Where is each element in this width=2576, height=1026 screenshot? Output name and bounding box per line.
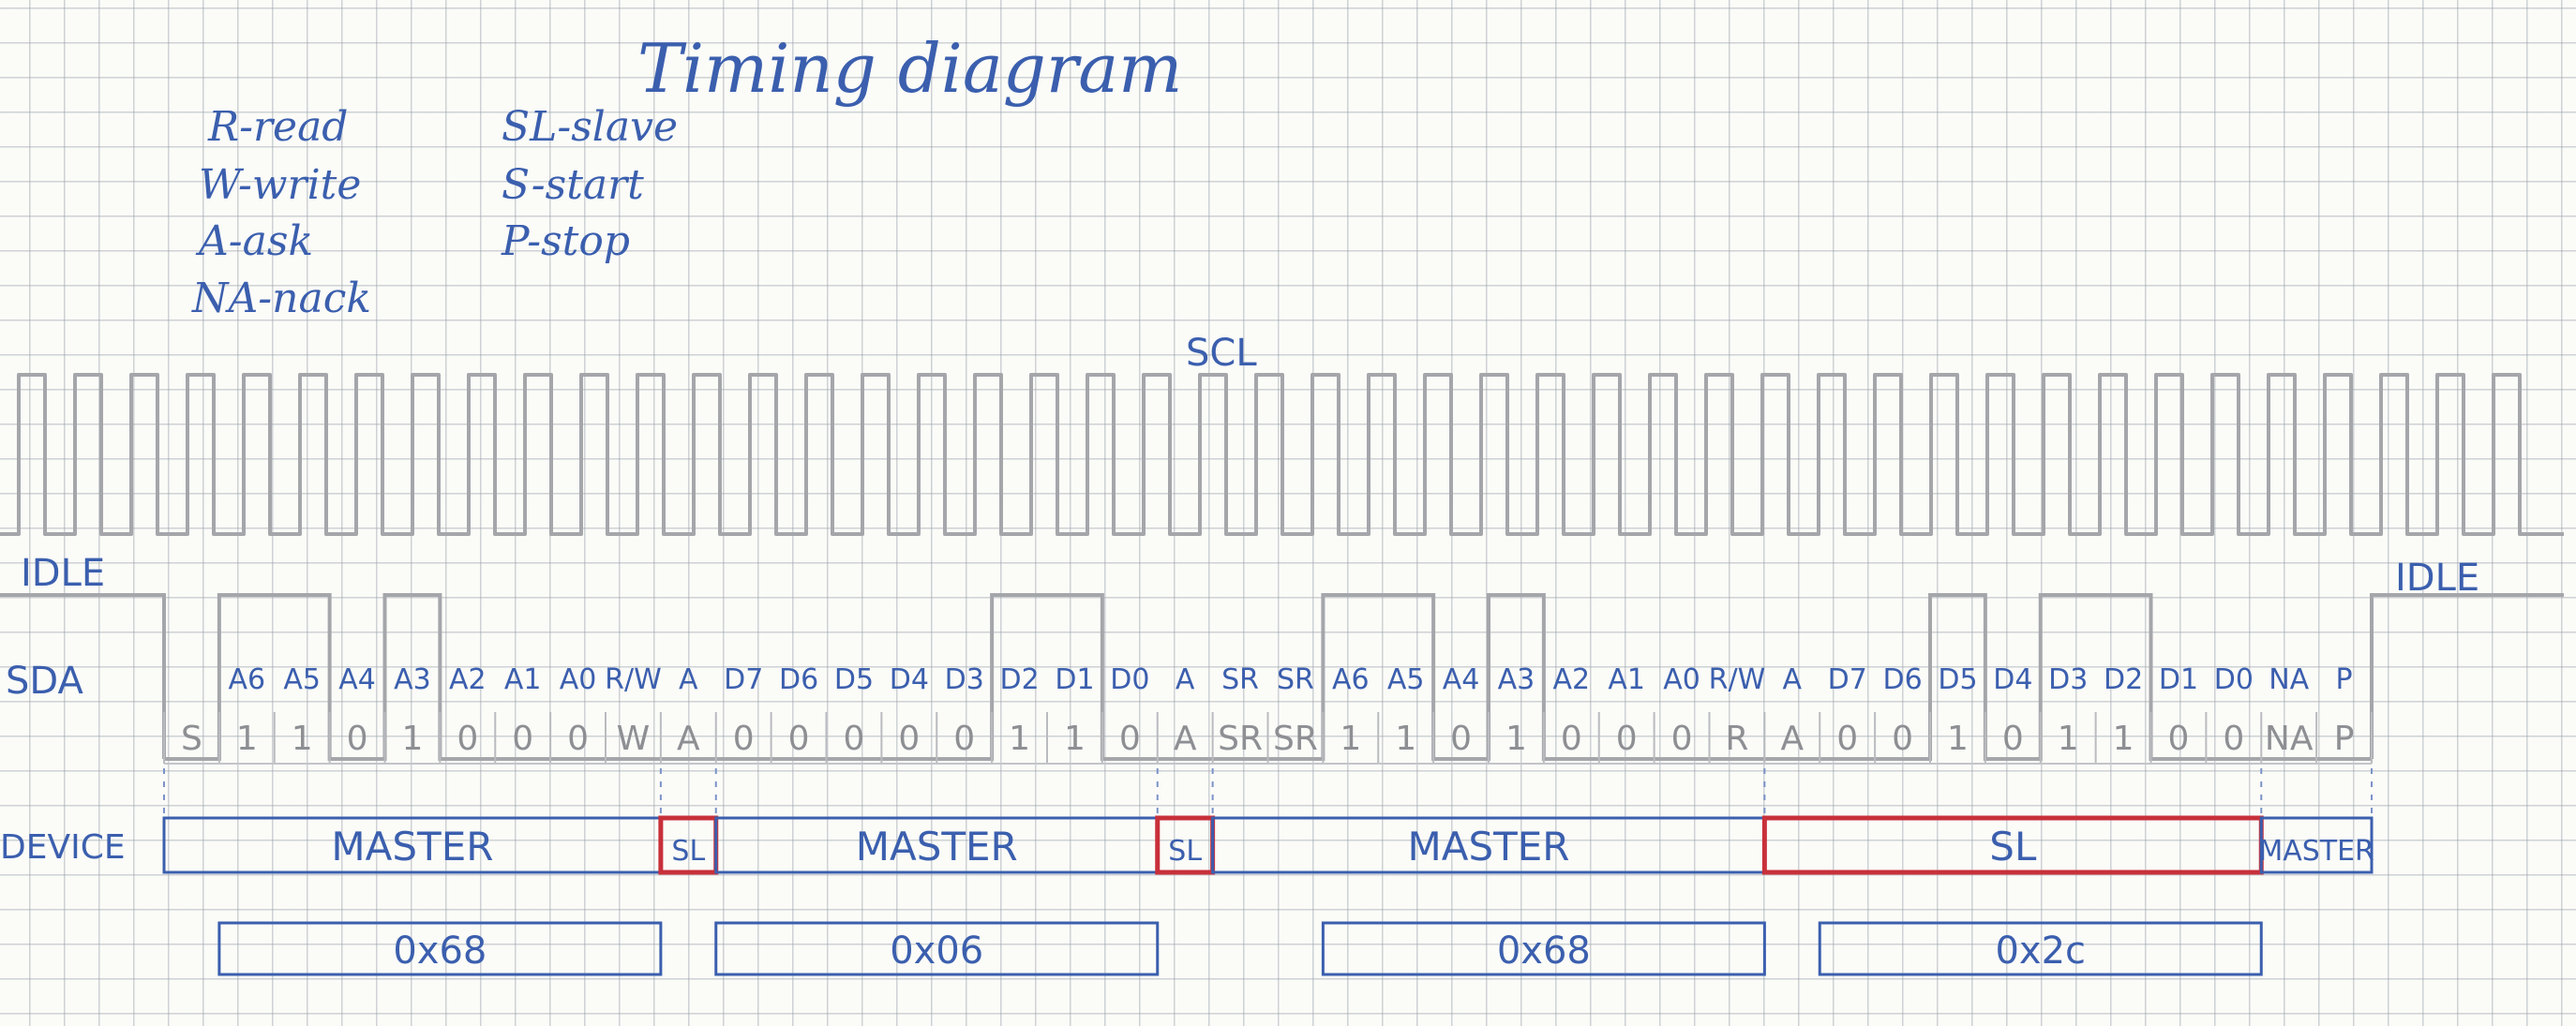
sda-field-header: A xyxy=(1782,663,1803,696)
legend-read: R-read xyxy=(208,103,349,151)
byte-value: 0x68 xyxy=(1496,929,1591,973)
sda-field-header: D7 xyxy=(724,663,764,696)
sda-field-header: A6 xyxy=(228,663,266,696)
sda-field-header: A3 xyxy=(1497,663,1535,696)
sda-field-header: D7 xyxy=(1827,663,1867,696)
sda-bit-value: 0 xyxy=(2223,720,2245,758)
legend-column-1 xyxy=(191,103,371,322)
sda-field-header: SR xyxy=(1276,663,1314,696)
sda-track xyxy=(0,595,2564,764)
sda-bit-value: A xyxy=(676,720,700,758)
sda-bit-value: 1 xyxy=(235,720,258,758)
idle-right-label: IDLE xyxy=(2395,557,2480,600)
sda-field-header: SR xyxy=(1221,663,1260,696)
sda-bit-value: 1 xyxy=(1009,720,1031,758)
sda-bit-value: 0 xyxy=(1670,720,1693,758)
sda-bit-value: 1 xyxy=(1063,720,1086,758)
sda-field-header: D6 xyxy=(1882,663,1923,696)
sda-bit-value: SR xyxy=(1218,720,1263,758)
sda-bit-value: 1 xyxy=(1946,720,1969,758)
legend-stop: P-stop xyxy=(502,217,630,265)
sda-bit-value: 0 xyxy=(898,720,921,758)
device-track xyxy=(164,768,2374,872)
legend-write: W-write xyxy=(199,161,362,209)
sda-field-header: P xyxy=(2335,663,2353,696)
byte-value: 0x06 xyxy=(890,929,984,973)
sda-field-header: D4 xyxy=(1993,663,2033,696)
sda-bit-value: 0 xyxy=(1615,720,1638,758)
sda-bit-value: A xyxy=(1173,720,1197,758)
sda-field-header: A4 xyxy=(1442,663,1480,696)
sda-field-header: A0 xyxy=(559,663,597,696)
sda-bit-value: NA xyxy=(2264,720,2314,758)
sda-bit-value: 0 xyxy=(1836,720,1859,758)
device-segment-label: MASTER xyxy=(1407,824,1570,870)
sda-field-header: A2 xyxy=(1552,663,1591,696)
sda-idle-end-line xyxy=(2372,595,2564,759)
legend-start: S-start xyxy=(502,161,644,209)
sda-bit-value: 1 xyxy=(1395,720,1417,758)
scl-waveform xyxy=(0,375,2564,534)
sda-field-header: A xyxy=(1175,663,1195,696)
sda-bit-value: P xyxy=(2333,720,2355,758)
sda-bit-value: 1 xyxy=(2057,720,2079,758)
sda-bit-value: 0 xyxy=(512,720,534,758)
sda-field-header: A5 xyxy=(283,663,321,696)
sda-bit-value: 0 xyxy=(457,720,479,758)
sda-label: SDA xyxy=(6,660,83,703)
sda-bit-value: S xyxy=(181,720,202,758)
sda-field-header: A3 xyxy=(394,663,431,696)
sda-bit-value: 0 xyxy=(1118,720,1141,758)
sda-field-header: D3 xyxy=(944,663,984,696)
diagram-title: Timing diagram xyxy=(637,29,1183,108)
byte-values-track xyxy=(219,923,2261,974)
sda-bit-value: 1 xyxy=(291,720,313,758)
sda-bit-value: 0 xyxy=(1450,720,1473,758)
sda-field-header: A1 xyxy=(1608,663,1645,696)
sda-field-header: R/W xyxy=(605,663,662,696)
legend-nack: NA-nack xyxy=(192,275,372,322)
sda-field-header: D0 xyxy=(1110,663,1150,696)
device-segment-label: SL xyxy=(1989,824,2037,870)
device-segment-label: MASTER xyxy=(2258,835,2374,868)
sda-field-header: D2 xyxy=(999,663,1040,696)
scl-label: SCL xyxy=(1186,332,1257,375)
idle-left-label: IDLE xyxy=(21,552,106,595)
device-label: DEVICE xyxy=(0,828,126,867)
sda-field-header: A6 xyxy=(1332,663,1370,696)
sda-bit-value: 0 xyxy=(1560,720,1582,758)
sda-field-header: D1 xyxy=(1055,663,1095,696)
device-segment-label: MASTER xyxy=(855,824,1018,870)
sda-bit-value: 0 xyxy=(843,720,865,758)
sda-bit-value: 0 xyxy=(732,720,755,758)
sda-bit-value: 1 xyxy=(1340,720,1362,758)
sda-bit-value: 0 xyxy=(567,720,590,758)
byte-value: 0x2c xyxy=(1995,929,2087,973)
sda-bit-value: 0 xyxy=(2167,720,2190,758)
sda-bit-value: R xyxy=(1725,720,1749,758)
legend-column-2 xyxy=(501,103,678,265)
sda-bit-value: A xyxy=(1780,720,1805,758)
sda-bit-value: 1 xyxy=(401,720,424,758)
byte-value: 0x68 xyxy=(393,929,487,973)
sda-field-header: D5 xyxy=(1938,663,1978,696)
sda-field-header: D6 xyxy=(778,663,819,696)
legend-ack: A-ask xyxy=(199,217,314,265)
device-segment-label: SL xyxy=(671,835,706,868)
device-segment-label: SL xyxy=(1168,835,1203,868)
sda-field-header: NA xyxy=(2269,663,2310,696)
sda-bit-value: 0 xyxy=(2001,720,2024,758)
sda-bit-value: SR xyxy=(1273,720,1318,758)
sda-bit-value: 0 xyxy=(953,720,976,758)
sda-field-header: A0 xyxy=(1663,663,1700,696)
sda-field-header: D0 xyxy=(2213,663,2254,696)
sda-bit-value: W xyxy=(616,720,651,758)
sda-field-header: D2 xyxy=(2103,663,2144,696)
sda-field-header: D3 xyxy=(2048,663,2089,696)
sda-field-header: D1 xyxy=(2158,663,2199,696)
sda-bit-value: 0 xyxy=(787,720,810,758)
sda-bit-value: 1 xyxy=(2112,720,2134,758)
sda-bit-value: 0 xyxy=(1892,720,1914,758)
device-segment-label: MASTER xyxy=(331,824,494,870)
sda-field-header: A4 xyxy=(338,663,376,696)
sda-field-header: A5 xyxy=(1386,663,1425,696)
sda-bit-value: 1 xyxy=(1505,720,1527,758)
sda-field-header: D4 xyxy=(889,663,929,696)
sda-field-header: R/W xyxy=(1708,663,1766,696)
sda-field-header: A xyxy=(679,663,698,696)
sda-field-header: A2 xyxy=(449,663,487,696)
sda-bit-value: 0 xyxy=(346,720,368,758)
sda-field-header: A1 xyxy=(503,663,542,696)
legend-slave: SL-slave xyxy=(502,103,679,151)
sda-field-header: D5 xyxy=(833,663,875,696)
